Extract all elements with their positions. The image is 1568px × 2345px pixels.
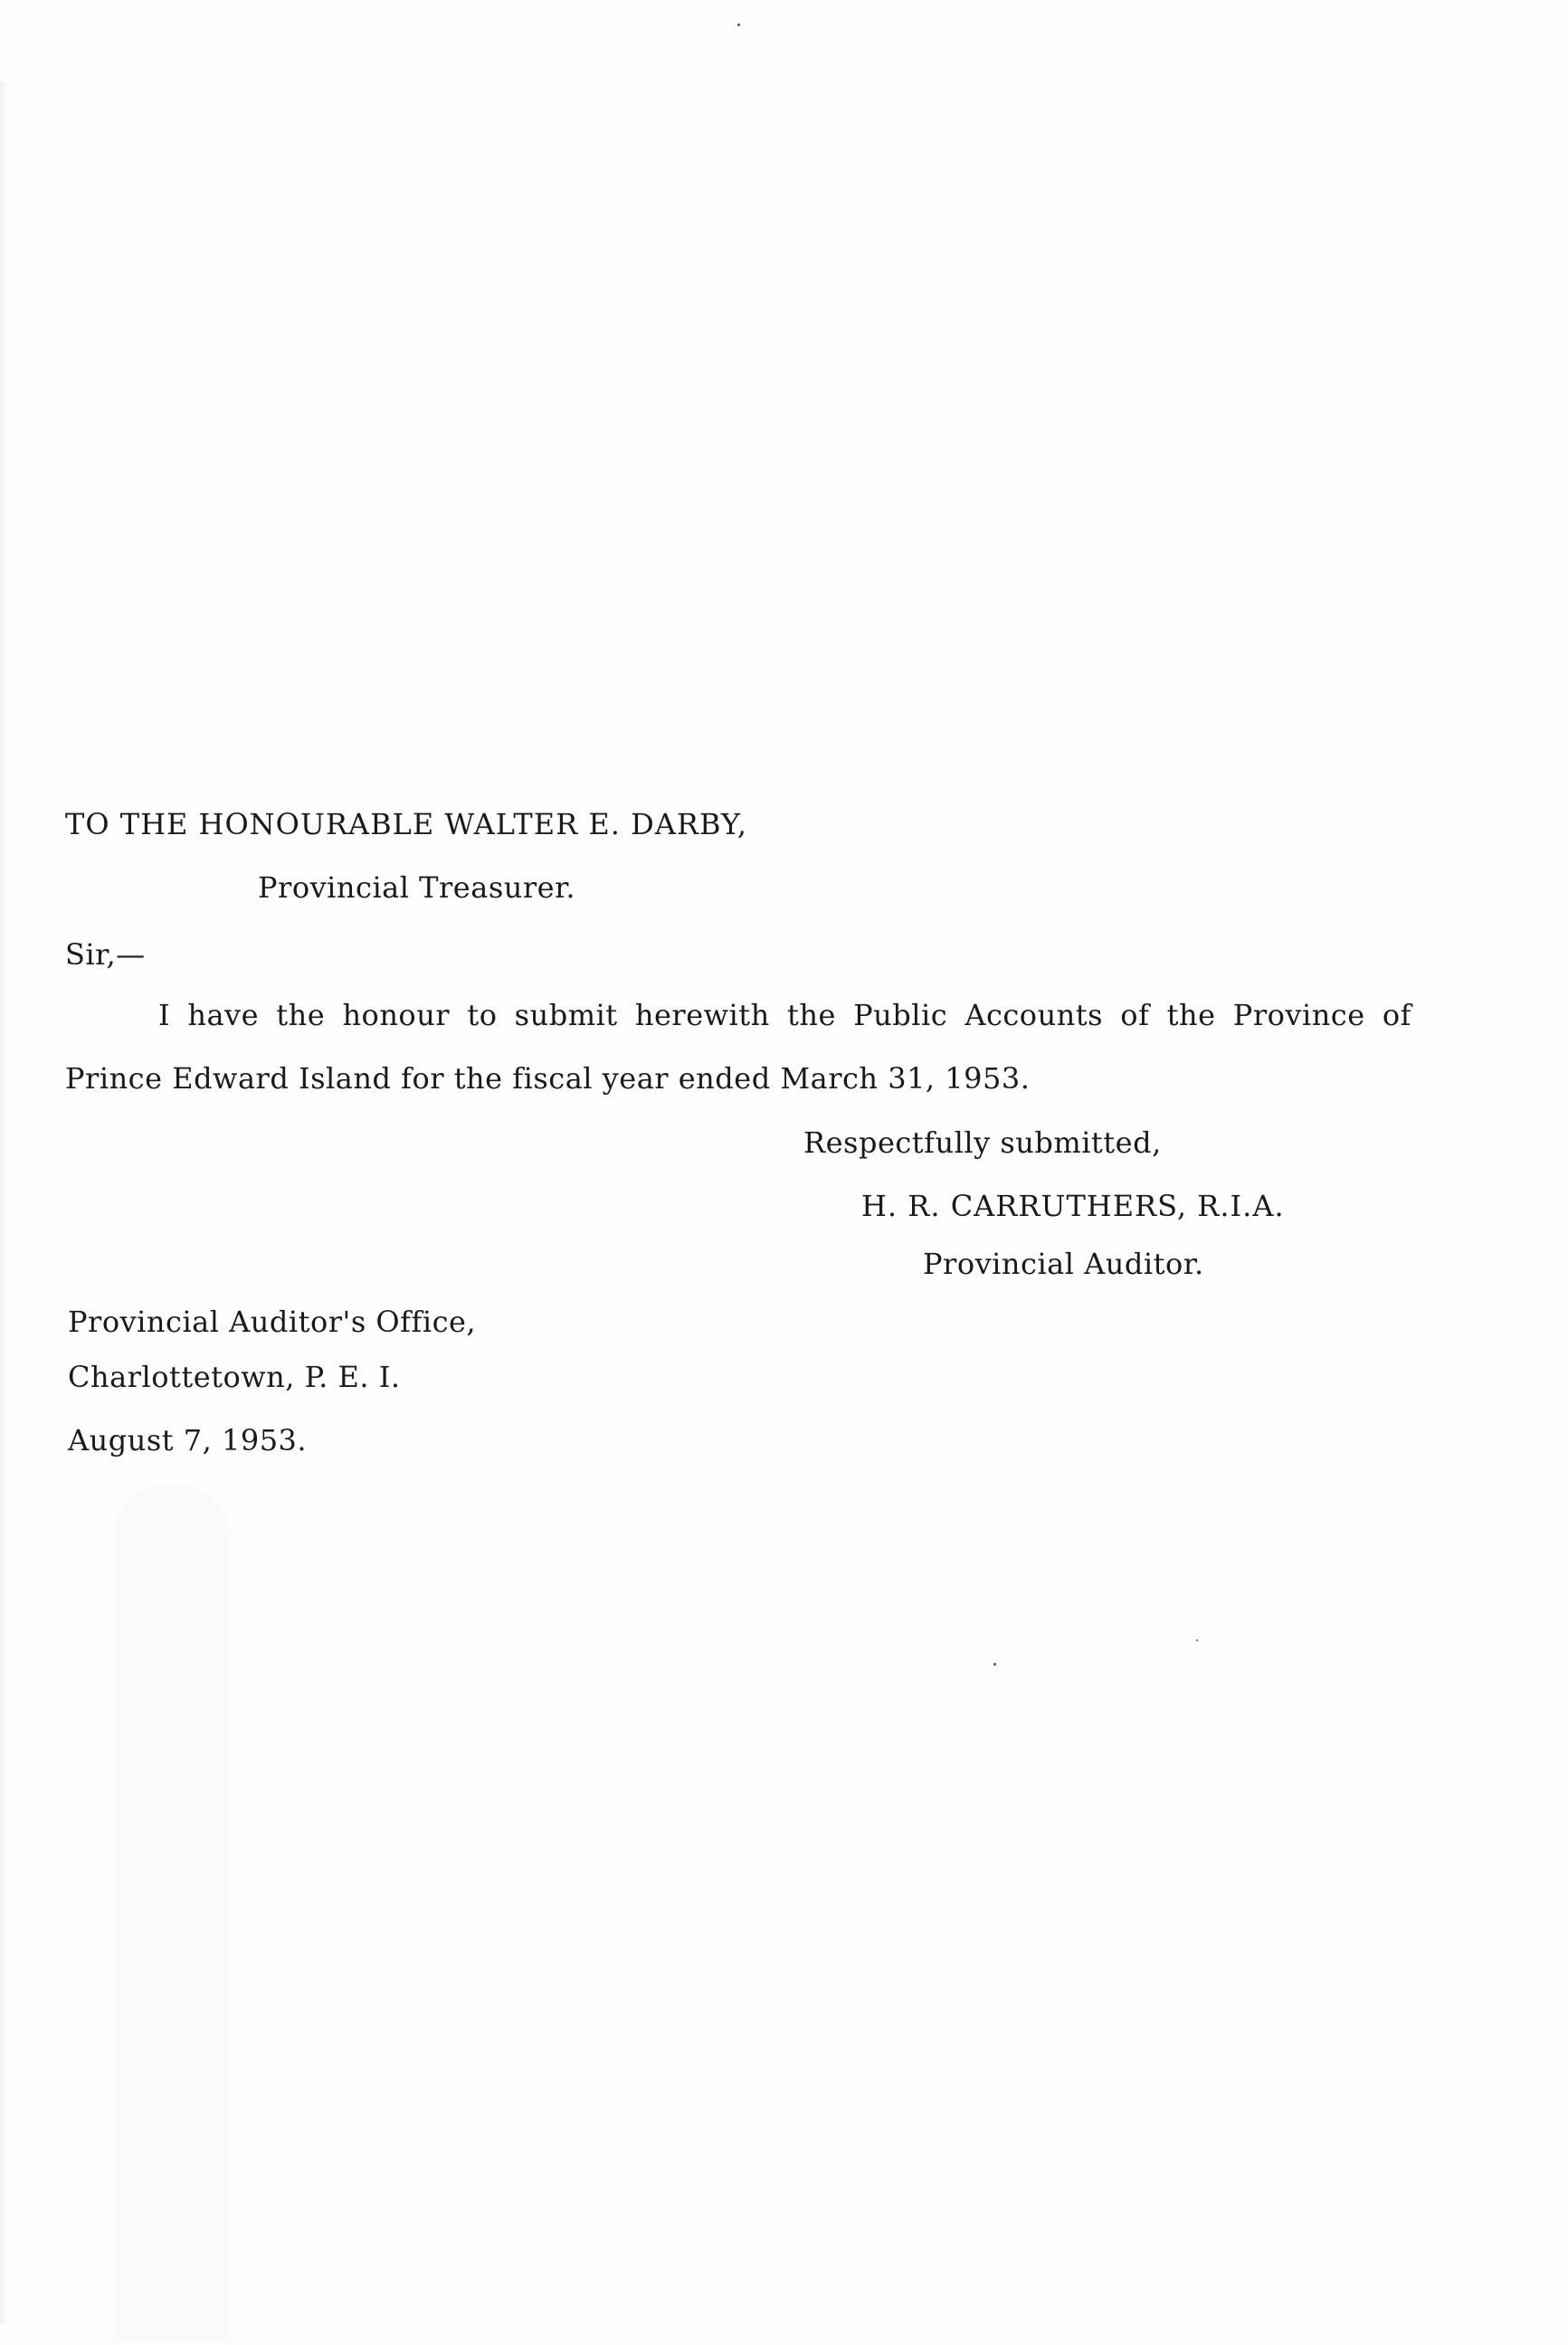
sender-city: Charlottetown, P. E. I.	[68, 1360, 401, 1394]
sender-office: Provincial Auditor's Office,	[68, 1305, 477, 1339]
scan-blot	[113, 1484, 231, 2343]
letter-body-line: Prince Edward Island for the fiscal year ended March 31, 1953.	[65, 1061, 1031, 1096]
scan-edge-shadow	[0, 81, 9, 2325]
signer-name: H. R. CARRUTHERS, R.I.A.	[861, 1189, 1285, 1223]
scan-speck	[993, 1663, 996, 1666]
letter-date: August 7, 1953.	[68, 1423, 308, 1457]
letter-body-line: I have the honour to submit herewith the Public Accounts of the Province of	[158, 998, 1411, 1032]
addressee-title: Provincial Treasurer.	[258, 870, 576, 905]
letter-salutation: Sir,—	[65, 937, 146, 972]
letter-closing: Respectfully submitted,	[803, 1125, 1162, 1160]
signer-title: Provincial Auditor.	[923, 1247, 1204, 1281]
scan-speck	[1196, 1639, 1198, 1641]
letter-addressee: TO THE HONOURABLE WALTER E. DARBY,	[65, 807, 748, 841]
scan-speck	[737, 24, 740, 26]
